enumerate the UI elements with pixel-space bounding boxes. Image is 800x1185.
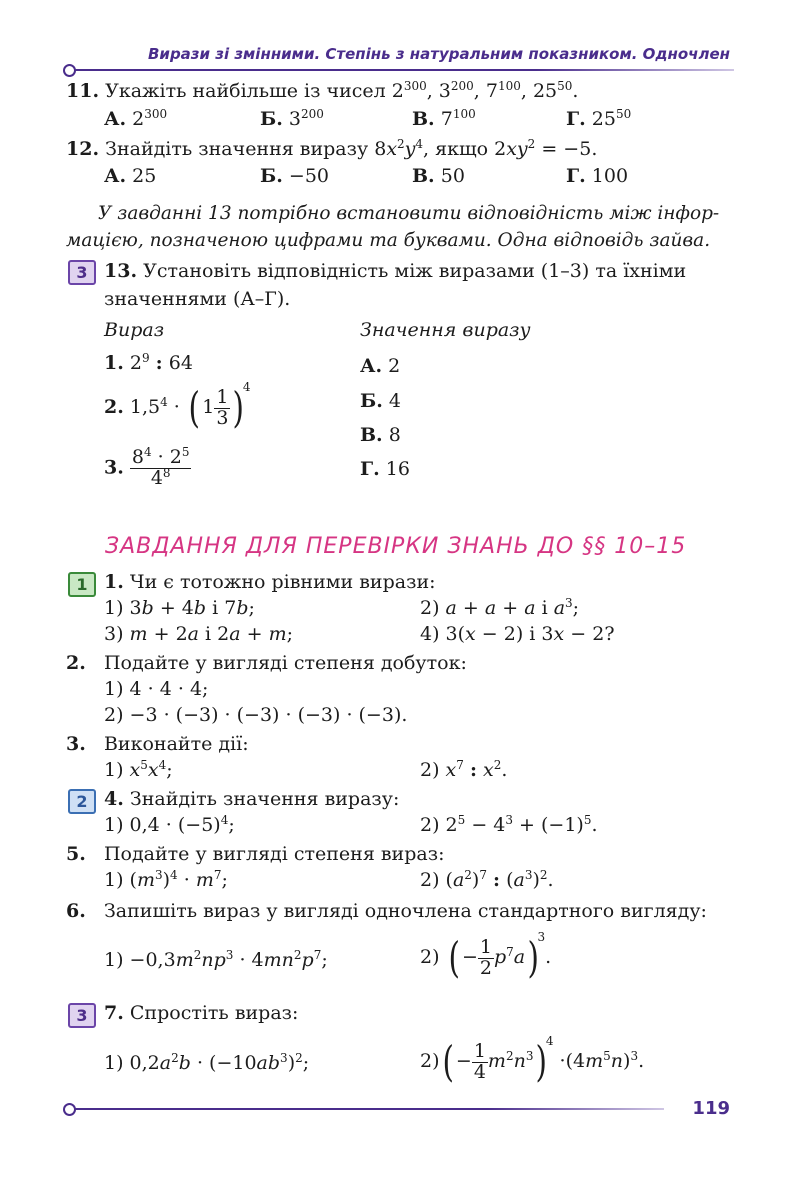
expression-3: 3. $\frac{8^4 \cdot 2^5}{4^8}$ xyxy=(104,445,190,489)
footer-rule xyxy=(74,1108,664,1110)
task-11-option-c: В. $7^{100}$ xyxy=(412,107,476,130)
task-11-option-b: Б. $3^{200}$ xyxy=(260,107,324,130)
check-q7-item-1: 1) $0,2a^2b \cdot (-10ab^3)^2$; xyxy=(104,1051,310,1074)
task-11-option-a: А. $2^{300}$ xyxy=(104,107,168,130)
check-q2: 2. Подайте у вигляді степеня добуток: xyxy=(66,652,467,674)
check-q6-item-2: 2) ( − $\frac{1}{2}$ $p^7a)3$. xyxy=(420,930,552,982)
page-number: 119 xyxy=(692,1098,730,1119)
task-12-number: 12. xyxy=(66,138,100,160)
task-12-option-d: Г. 100 xyxy=(566,165,629,187)
check-q4: 4. Знайдіть значення виразу: xyxy=(104,788,400,810)
task-11-option-d: Г. $25^{50}$ xyxy=(566,107,632,130)
expression-2: 2. $1,5^4$ · ( 1 $\frac{1}{3}$ )4 xyxy=(104,380,251,432)
task-12-option-a: А. 25 xyxy=(104,165,157,187)
check-q1-item-2: 2) a + a + a і $a^3$; xyxy=(420,596,580,619)
check-q7: 7. Спростіть вираз: xyxy=(104,1002,299,1024)
check-q6: 6. Запишіть вираз у вигляді одночлена стандартного вигляду: xyxy=(66,900,707,922)
check-q2-item-2: 2) −3 · (−3) · (−3) · (−3) · (−3). xyxy=(104,704,408,726)
answer-c: В. 8 xyxy=(360,424,401,446)
level-badge-1: 1 xyxy=(68,572,96,597)
answer-d: Г. 16 xyxy=(360,458,410,480)
column-header-expression: Вираз xyxy=(104,319,165,341)
check-q1-item-1: 1) 3b + 4b і 7b; xyxy=(104,597,255,619)
level-badge-3: 3 xyxy=(68,260,96,285)
check-q2-item-1: 1) 4 · 4 · 4; xyxy=(104,678,209,700)
check-q4-item-2: 2) $2^5 - 4^3 + (-1)^5$. xyxy=(420,813,598,836)
check-q5-item-1: 1) $(m^3)^4 \cdot m^7$; xyxy=(104,868,228,891)
note-line-1: У завданні 13 потрібно встановити відповідність між інфор- xyxy=(98,203,720,224)
level-badge-3-second: 3 xyxy=(68,1003,96,1028)
answer-a: А. 2 xyxy=(360,355,401,377)
expression-1: 1. $2^9$ : 64 xyxy=(104,351,193,374)
column-header-value: Значення виразу xyxy=(360,319,531,341)
task-11 xyxy=(66,80,578,102)
check-q7-item-2: 2)( − $\frac{1}{4}$ $m^2n^3)4 \cdot(4m^5n)^3$. xyxy=(420,1034,645,1086)
task-13-line-2: значеннями (А–Г). xyxy=(104,288,291,310)
level-badge-2: 2 xyxy=(68,789,96,814)
task-11-number: 11. xyxy=(66,80,100,102)
section-title: ЗАВДАННЯ ДЛЯ ПЕРЕВІРКИ ЗНАНЬ ДО §§ 10–15 xyxy=(105,534,687,559)
answer-b: Б. 4 xyxy=(360,390,401,412)
check-q5: 5. Подайте у вигляді степеня вираз: xyxy=(66,843,445,865)
check-q4-item-1: 1) $0,4 \cdot (-5)^4$; xyxy=(104,813,235,836)
check-q3: 3. Виконайте дії: xyxy=(66,733,249,755)
check-q1: 1. Чи є тотожно рівними вирази: xyxy=(104,571,436,593)
check-q3-item-1: 1) $x^5x^4$; xyxy=(104,758,173,781)
check-q6-item-1: $1) -0,3m^2np^3 \cdot 4mn^2p^7$; xyxy=(104,948,328,971)
running-head: Вирази зі змінними. Степінь з натуральним показником. Одночлен xyxy=(148,45,730,63)
header-rule xyxy=(74,69,734,71)
task-12-option-b: Б. −50 xyxy=(260,165,330,187)
check-q1-item-3: 3) m + 2a і 2a + m; xyxy=(104,623,294,645)
check-q3-item-2: 2) $x^7$ : $x^2$. xyxy=(420,758,508,781)
task-12 xyxy=(66,138,597,160)
task-12-text: Знайдіть значення виразу $8x^2y^4$, якщо $2xy^2 = -5$. xyxy=(105,137,598,160)
check-q5-item-2: 2) $(a^2)^7$ : $(a^3)^2$. xyxy=(420,868,554,891)
task-11-text: Укажіть найбільше із чисел $2^{300}$, $3^{200}$, $7^{100}$, $25^{50}$. xyxy=(105,79,579,102)
check-q1-item-4: 4) 3(x − 2) і 3x − 2? xyxy=(420,623,615,645)
task-12-option-c: В. 50 xyxy=(412,165,465,187)
note-line-2: мацією, позначеною цифрами та буквами. Одна відповідь зайва. xyxy=(66,230,711,251)
task-13-line-1: 13. Установіть відповідність між виразами (1–3) та їхніми xyxy=(104,260,687,282)
